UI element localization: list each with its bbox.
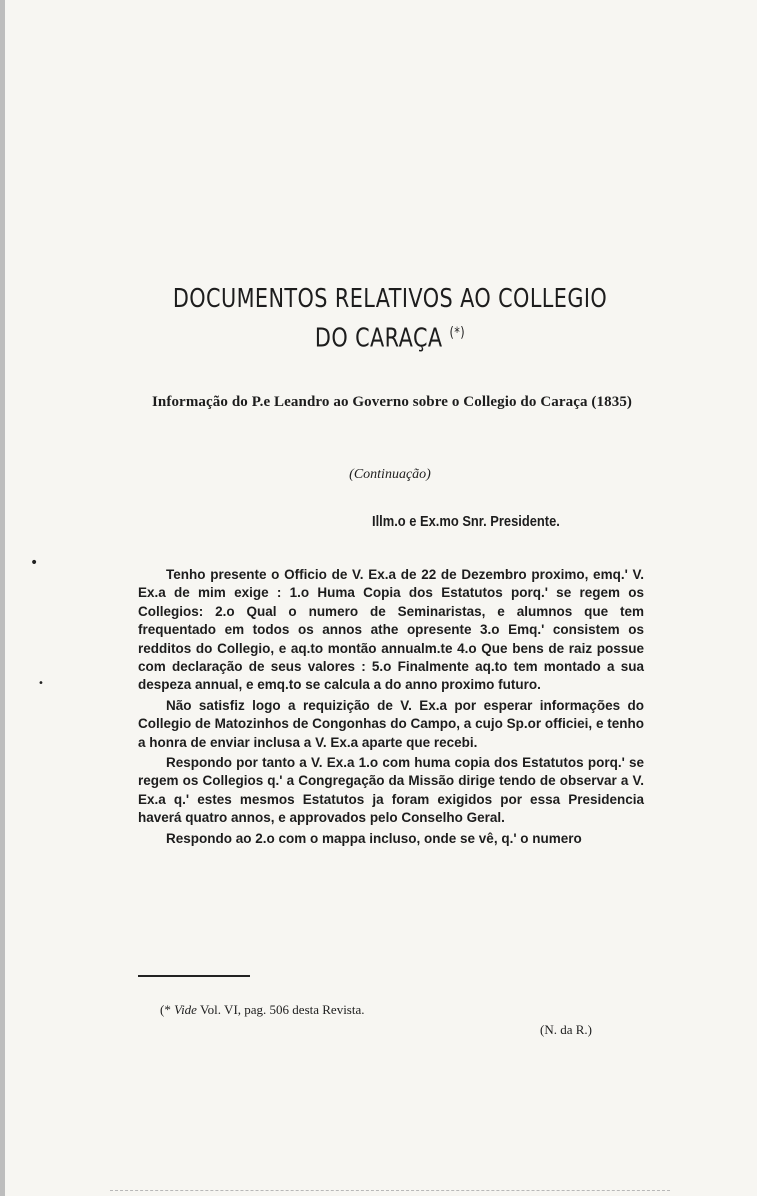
footnote-mark: (* (160, 1002, 171, 1017)
margin-mark: • (30, 555, 39, 571)
title-line-2: DO CARAÇA (314, 323, 443, 354)
footnote-ref: Vide (174, 1002, 197, 1017)
footnote-text: Vol. VI, pag. 506 desta Revista. (199, 1002, 365, 1017)
paragraph: Não satisfiz logo a requizição de V. Ex.a por esperar informações do Collegio de Matozinhos de Congonhas do Campo, a cujo Sp.or officiei, e tenho a honra de enviar inclusa a V. Ex.a aparte que recebi. (138, 697, 644, 750)
letter-body (138, 566, 644, 850)
page-bottom-edge (110, 1190, 670, 1191)
footnote (160, 1002, 365, 1018)
paragraph: Respondo por tanto a V. Ex.a 1.o com huma copia dos Estatutos porq.' se regem os Collegios q.' a Congregação da Missão dirige tendo de observar a V. Ex.a q.' estes mesmos Estatutos ja foram exigidos por essa Presidencia haverá quatro annos, e approvados pelo Conselho Geral. (138, 755, 644, 826)
paragraph: Respondo ao 2.o com o mappa incluso, onde se vê, q.' o numero (166, 830, 582, 846)
document-subtitle: Informação do P.e Leandro ao Governo sobre o Collegio do Caraça (1835) (151, 394, 633, 410)
title-note-mark: (*) (449, 325, 466, 341)
title-line-1: DOCUMENTOS RELATIVOS AO COLLEGIO (172, 284, 608, 314)
editor-note: (N. da R.) (540, 1022, 592, 1037)
margin-dot: • (38, 678, 44, 689)
footnote-rule (138, 975, 250, 977)
continuation-label: (Continuação) (349, 467, 431, 482)
salutation: Illm.o e Ex.mo Snr. Presidente. (372, 513, 560, 530)
paragraph: Tenho presente o Officio de V. Ex.a de 22 de Dezembro proximo, emq.' V. Ex.a de mim exige : 1.o Huma Copia dos Estatutos porq.' se regem os Collegios: 2.o Qual o numero de Seminaristas, e alumnos que tem frequentado em todos os annos athe opresente 3.o Emq.' consistem os redditos do Collegio, e aq.to montão annualm.te 4.o Que bens de raiz possue com declaração de seus valores : 5.o Finalmente aq.to tem montado a sua despeza annual, e emq.to se calcula a do anno proximo futuro. (138, 567, 644, 693)
document-title (158, 282, 622, 356)
page-binding-edge (0, 0, 5, 1196)
